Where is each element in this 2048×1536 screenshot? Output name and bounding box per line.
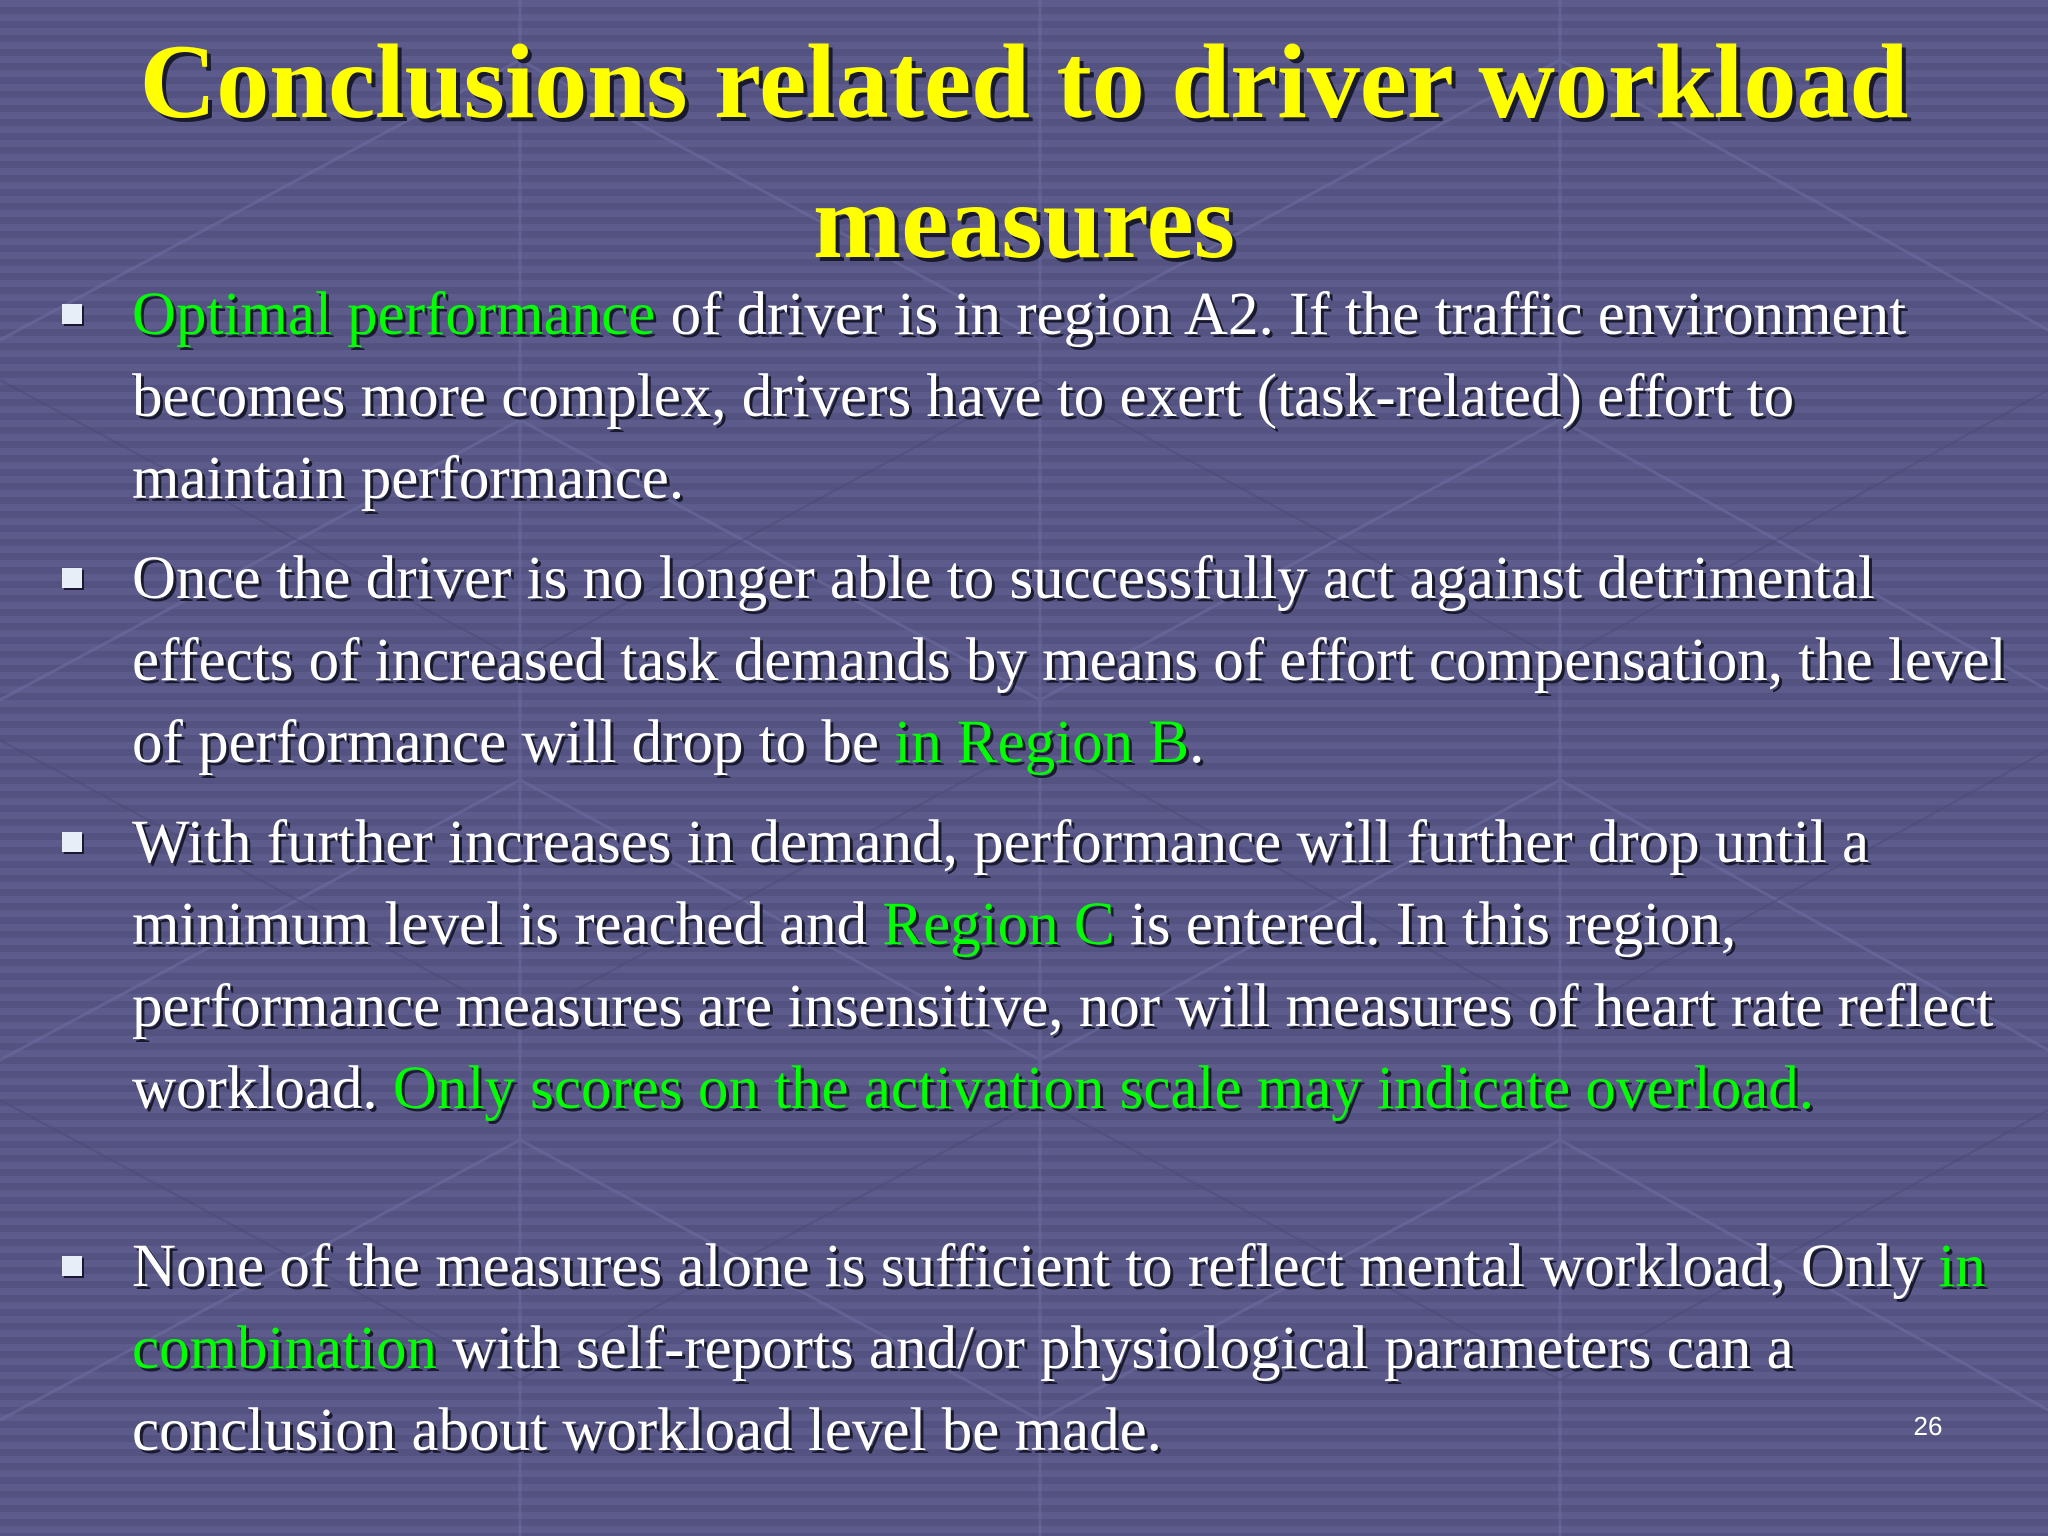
bullet-text: Once the driver is no longer able to successfully act against detrimental effects of increased task demands by means of effort compensation, the level of performance will drop to be <box>132 545 2007 776</box>
bullet-item <box>132 538 2012 784</box>
square-bullet-icon <box>62 568 82 588</box>
square-bullet-icon <box>62 304 82 324</box>
bullet-text: With further increases in demand, performance will further drop until a minimum level is reached and <box>132 809 1870 958</box>
bullet-text: is entered. In this region, performance measures are insensitive, nor will measures of heart rate reflect workload. <box>132 891 1994 1122</box>
page-number: 26 <box>1913 1411 1943 1441</box>
bullet-text: None of the measures alone is sufficient to reflect mental workload, Only <box>132 1233 1939 1300</box>
bullet-item <box>132 274 2012 520</box>
square-bullet-icon <box>62 1256 82 1276</box>
slide-title-line1: Conclusions related to driver workload <box>139 23 1909 140</box>
bullet-text-highlight: Region C <box>882 891 1115 958</box>
bullet-text-highlight: in combination <box>132 1233 1986 1382</box>
bullet-item <box>132 1226 2012 1472</box>
square-bullet-icon <box>62 832 82 852</box>
bullet-text-highlight: Only scores on the activation scale may indicate overload. <box>392 1055 1815 1122</box>
bullet-text: of driver is in region A2. If the traffic environment becomes more complex, drivers have to exert (task-related) effort to maintain performance. <box>132 281 1907 512</box>
bullet-text-highlight: in Region B <box>894 709 1190 776</box>
bullet-item <box>132 802 2012 1130</box>
bullet-text-highlight: Optimal performance <box>132 281 656 348</box>
bullet-text: . <box>1189 709 1205 776</box>
bullet-text: with self-reports and/or physiological parameters can a conclusion about workload level be made. <box>132 1315 1794 1464</box>
slide-title-line2: measures <box>813 163 1235 280</box>
